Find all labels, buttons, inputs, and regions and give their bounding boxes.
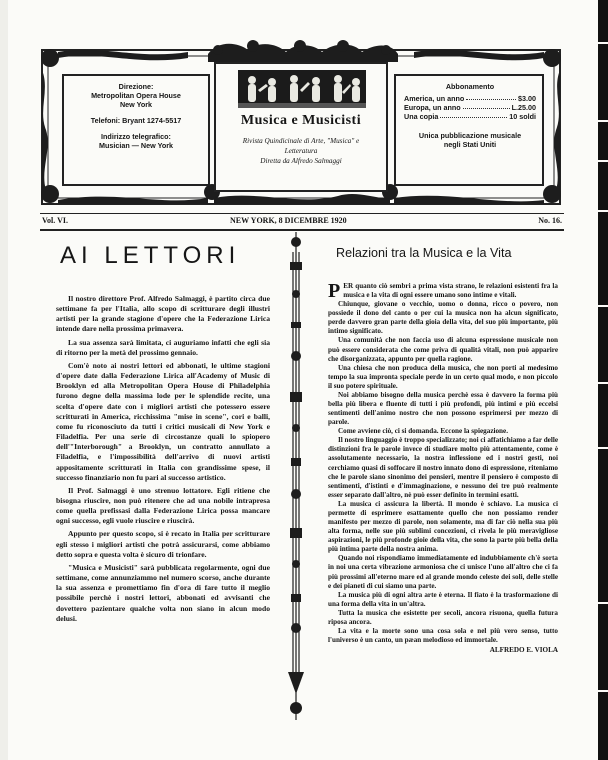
rate-label: Europa, un anno (404, 103, 461, 112)
article-paragraph: Com'è noto ai nostri lettori ed abbonati, le ultime stagioni d'opere date dalla Federazione Lirica all'Academy of Music di Brooklyn ed alla Metropolitan Opera House di Philadelphia furono degne della massima lode per le splendide recite, una scelta d'opere date con i migliori artisti che potessero essere scritturati in America, ricchissima "mise in scene", cori e balli, come fu riconosciuto da tutti i critici musicali di New York e Filadelfia. Per una serie di circostanze quali lo spiopero dell'"Interborough" a Brooklyn, un contratto annullato a Filadelfia, e l'impossibilità dell'arrivo di nuovi artisti appositamente scritturati in Italia con grandissime spese, il successo finanziario non fu pari al successo artistico. (56, 360, 270, 482)
direzione-line-1: Metropolitan Opera House (91, 91, 181, 100)
article-paragraph: Il Prof. Salmaggi è uno strenuo lottatore. Egli ritiene che bisogna riuscire, non può ritenere che ad una nobile intrapresa come quella prefissasi dalla Federazione Lirica possa mancare ogni successo, egli vuole riuscire e riuscirà. (56, 485, 270, 526)
masthead (38, 40, 564, 208)
author-signature: ALFREDO E. VIOLA (489, 646, 558, 655)
direzione-box (62, 74, 210, 186)
article-paragraph: La sua assenza sarà limitata, ci auguriamo infatti che egli sia di ritorno per la metà del prossimo gennaio. (56, 337, 270, 357)
right-article-heading: Relazioni tra la Musica e la Vita (336, 246, 512, 260)
article-paragraph: Come avviene ciò, ci si domanda. Eccone la spiegazione. (338, 427, 508, 436)
abbonamento-box (394, 74, 544, 186)
left-article-heading: AI LETTORI (60, 242, 241, 269)
direzione-label: Direzione: (118, 82, 154, 91)
subtitle-line-3: Diretta da Alfredo Salmaggi (260, 157, 342, 165)
article-paragraph: "Musica e Musicisti" sarà pubblicata regolarmente, ogni due settimane, come annunziammo nel numero scorso, anche durante la sua assenza e promettiamo fin d'ora di fare tutto il meglio possibile perchè i nostri lettori, abbonati ed avvisanti che dovettero pazientare qualche volta non siano in alcun modo delusi. (56, 562, 270, 623)
telefoni: Telefoni: Bryant 1274-5517 (90, 116, 182, 125)
article-paragraph: La vita e la morte sono una cosa sola e nel più vero senso, tutto l'universo è un canto, un pæan melodioso ed immortale. (328, 626, 558, 645)
rate-label: America, un anno (404, 94, 465, 103)
article-paragraph: Tutta la musica che esistette per secoli, ancora risuona, quella futura riposa ancora. (328, 608, 558, 626)
issue-line (42, 216, 562, 225)
title-box (214, 62, 388, 192)
rate-price: 10 soldi (509, 112, 536, 121)
issue-rule-bottom (40, 229, 564, 231)
article-paragraph: La musica più di ogni altra arte è eterna. Il fiato è la trasformazione di una forma della vita in un'altra. (328, 590, 558, 608)
indirizzo-value: Musician — New York (98, 141, 174, 150)
article-paragraph: La musica ci assicura la libertà. Il mondo è schiavo. La musica ci permette di esprimere esattamente quello che non possiamo render manifesto per mezzo di parole, non solamente, ma di far ciò nella sua più alta forma, nelle sue più sublimi concezioni, ci rivela le più meravigliose aspirazioni, le più profonde gioie della vita, che sono la parte più bella della più intima parte della nostra anima. (328, 499, 558, 554)
issue-rule-top (40, 213, 564, 214)
subtitle-line-1: Rivista Quindicinale di Arte, "Musica" e (242, 137, 360, 145)
abbonamento-label: Abbonamento (445, 82, 495, 91)
rate-row (404, 94, 536, 103)
article-paragraph: Una comunità che non faccia uso di alcuna espressione musicale non può essere considerata che come priva di qualità vitali, non può apparire che disorganizzata, appunto per quella ragione. (328, 336, 558, 363)
publication-note-line-2: negli Stati Uniti (443, 140, 497, 149)
volume: Vol. VI. (42, 216, 69, 225)
publication-title: Musica e Musicisti (240, 113, 362, 128)
rate-row (404, 103, 536, 112)
rate-price: $3.00 (518, 94, 536, 103)
article-paragraph: Il nostro linguaggio è troppo specializzato; noi ci affatichiamo a far delle distinzioni fra le parole invece di studiare molto più attentamente, come è assolutamente necessario, la nostra inflessione ed i nostri gesti, noi cerchiamo quasi di soffocare il nostro innato dono di espressione, riteniamo che le parole siano sinonimo dei pensieri, mentre il pensiero è composto di sentimenti, d'istinti e d'immaginazione, e nessuno dei tre può realmente esser separato dall'altro, nè può esser definito in termini esatti. (328, 436, 558, 499)
article-paragraph: Noi abbiamo bisogno della musica perchè essa è davvero la forma più bella più libera e fluente di tutti i più profondi, più intimi e più eccelsi sentimenti dell'animo nostro che non possono esprimersi per mezzo di parole. (328, 390, 558, 427)
publication-note-line-1: Unica pubblicazione musicale (418, 131, 522, 140)
rate-label: Una copia (404, 112, 439, 121)
article-paragraph: Appunto per questo scopo, si è recato in Italia per scritturare egli stesso i migliori artisti che potrà assicurarsi, come abbiamo detto sopra e questa volta è sicuro di trionfare. (56, 529, 270, 559)
publication-subtitle (216, 136, 386, 166)
drop-cap: P (328, 280, 341, 302)
first-paragraph-text: ER quanto ciò sembri a prima vista strano, le relazioni esistenti fra la musica e la vita di ogni essere umano sono intime e vitali. (343, 282, 558, 300)
issue-number: No. 16. (538, 216, 562, 225)
article-paragraph: Una chiesa che non produca della musica, che non porti al medesimo tempo la sua impronta speciale perde in un certo qual modo, e non piccolo il suo potere spirituale. (328, 363, 558, 390)
article-paragraph (328, 282, 558, 300)
ornamental-column-divider (284, 232, 308, 720)
article-paragraph: Il nostro direttore Prof. Alfredo Salmaggi, è partito circa due settimane fa per l'Italia, allo scopo di scritturare degli illustri artisti per la grande stagione d'opere che la Federazione Lirica intende dare nella prossima primavera. (56, 294, 270, 334)
article-paragraph: Quando noi rispondiamo immediatamente ed indubbiamente ch'è sorta in noi una certa vibrazione armoniosa che ci unisce l'uno all'altro che ci fa più prossimi all'eterno mare ed al grande mondo celeste dei soli, delle stelle e dei pianeti di cui siamo una parte. (328, 554, 558, 590)
scan-left-edge (0, 0, 8, 760)
rate-price: L.25.00 (511, 103, 536, 112)
rate-row (404, 112, 536, 121)
subtitle-line-2: Letteratura (284, 147, 318, 155)
scan-right-edge (598, 0, 608, 760)
direzione-line-2: New York (119, 100, 153, 109)
article-paragraph: Chiunque, giovane o vecchio, uomo o donna, ricco o povero, non possiede il dono del canto o per cui la musica non ha alcun significato, perde davvero gran parte della gioia della vita, del suo più importante, più intimo significato. (328, 300, 558, 336)
right-article-body (328, 282, 558, 655)
indirizzo-label: Indirizzo telegrafico: (101, 132, 171, 141)
place-date: NEW YORK, 8 DICEMBRE 1920 (230, 216, 347, 225)
left-article-body (56, 294, 270, 627)
musicians-illustration (238, 70, 366, 108)
